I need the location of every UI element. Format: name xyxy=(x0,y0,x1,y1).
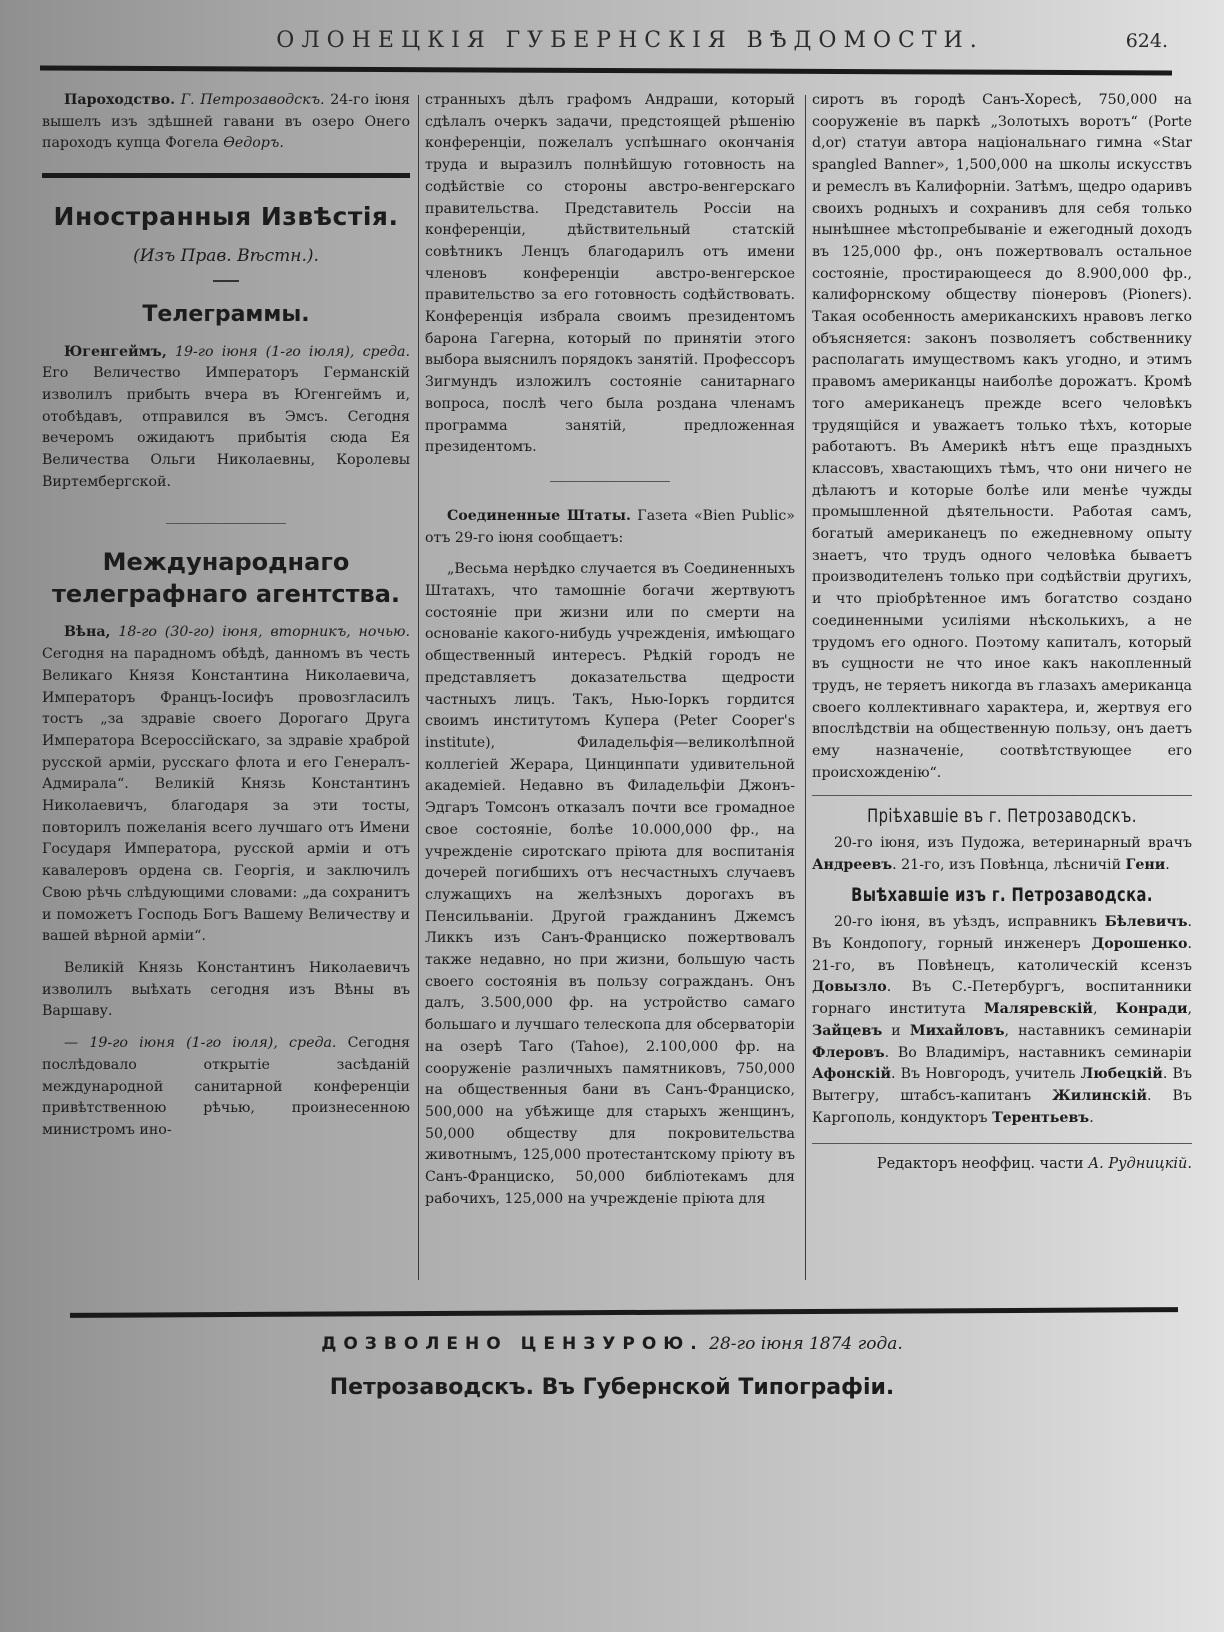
departure-paragraph: Великій Князь Константинъ Николаевичъ изволилъ выѣхать сегодня изъ Вѣны въ Варшаву. xyxy=(42,959,410,1020)
departed-text: . Въ Новгородъ, учитель xyxy=(891,1066,1081,1083)
masthead xyxy=(40,26,1180,62)
jugenheim-date: 19-го іюня (1-го іюля), среда. xyxy=(166,343,410,360)
departed-title: Выѣхавшіе изъ г. Петрозаводска. xyxy=(851,883,1153,906)
editor-credit xyxy=(812,1154,1192,1176)
separator-dash xyxy=(213,280,239,282)
censor-date: 28-го іюня 1874 года. xyxy=(703,1334,903,1354)
conference-date: — 19-го іюня (1-го іюля), среда. xyxy=(64,1035,337,1052)
departed-name: Любецкій xyxy=(1080,1066,1163,1083)
newspaper-title: ОЛОНЕЦКІЯ ГУБЕРНСКІЯ ВѢДОМОСТИ. xyxy=(276,28,984,53)
printer-line: Петрозаводскъ. Въ Губернской Типографіи. xyxy=(329,1375,895,1400)
departed-name: Михайловъ xyxy=(909,1022,1005,1039)
arrived-text: . 21-го, изъ Повѣнца, лѣсничій xyxy=(892,856,1126,873)
steamship-lead: Пароходство. xyxy=(64,92,176,108)
steamship-place: Г. Петрозаводскъ. xyxy=(180,92,325,108)
arrived-text: 20-го іюня, изъ Пудожа, ветеринарный врачъ xyxy=(834,835,1192,852)
spacer xyxy=(42,948,410,958)
censor-approval: ДОЗВОЛЕНО ЦЕНЗУРОЮ. xyxy=(321,1334,704,1354)
arrived-name: Андреевъ xyxy=(812,856,893,873)
usa-lead: Соединенные Штаты. xyxy=(447,507,631,524)
page-number: 624. xyxy=(1125,30,1168,52)
departed-text: и xyxy=(882,1022,910,1039)
agency-title: Международнаго телеграфнаго агентства. xyxy=(51,548,401,609)
departed-text: . Въ Кондопогу, горный инженеръ xyxy=(812,914,1192,953)
vienna-date: 18-го (30-го) іюня, вторникъ, ночью. xyxy=(110,624,410,641)
censorship-line xyxy=(0,1334,1224,1354)
usa-text: Газета «Bien Public» отъ 29-го іюня сообщаетъ: xyxy=(425,507,795,546)
departed-text: . Въ Каргополь, кондукторъ xyxy=(812,1087,1192,1126)
departed-name: Конради xyxy=(1115,1001,1188,1018)
separator-rule xyxy=(812,1143,1192,1144)
vienna-lead: Вѣна, xyxy=(64,624,111,641)
separator-rule xyxy=(550,481,670,482)
steamship-notice xyxy=(42,90,410,155)
editor-label: Редакторъ неоффиц. части xyxy=(876,1156,1089,1173)
departed-text: , наставникъ семинаріи xyxy=(1004,1022,1192,1039)
steamship-name: Ѳедоръ. xyxy=(223,135,284,152)
conference-paragraph xyxy=(42,1033,410,1142)
departed-name: Терентьевъ xyxy=(992,1109,1090,1126)
usa-intro xyxy=(425,506,795,549)
column-2 xyxy=(425,90,795,1210)
departed-name: Жилинскій xyxy=(1052,1087,1148,1104)
departed-text: . xyxy=(1089,1109,1094,1126)
jugenheim-telegram xyxy=(42,342,410,494)
arrived-title: Пріѣхавшіе въ г. Петрозаводскъ. xyxy=(867,804,1137,827)
spacer xyxy=(42,1023,410,1033)
arrived-text: . xyxy=(1165,856,1170,873)
column-divider xyxy=(418,95,419,1280)
departed-text: 20-го іюня, въ уѣздъ, исправникъ xyxy=(834,914,1105,931)
departed-text: . Въ С.-Петербургъ, воспитанники горнаго института xyxy=(812,979,1192,1018)
departed-name: Довызло xyxy=(812,979,887,996)
top-rule xyxy=(40,66,1172,76)
spacer xyxy=(425,549,795,559)
departed-text: . Въ Вытегру, штабсъ-капитанъ xyxy=(812,1066,1192,1104)
vienna-telegram xyxy=(42,622,410,948)
column-divider xyxy=(805,95,806,1280)
conference-text: Сегодня послѣдовало открытіе засѣданій международной санитарной конференціи привѣтственною рѣчью, произнесенною министромъ ино- xyxy=(42,1035,410,1138)
jugenheim-lead: Югенгеймъ, xyxy=(64,343,167,360)
editor-name: А. Рудницкій. xyxy=(1088,1156,1192,1173)
departed-name: Дорошенко xyxy=(1091,936,1188,953)
column-1 xyxy=(42,90,410,1142)
departed-list xyxy=(812,912,1192,1129)
telegrams-title: Телеграммы. xyxy=(142,301,310,327)
conference-continued: странныхъ дѣлъ графомъ Андраши, который сдѣлалъ очеркъ задачи, предстоящей рѣшенію конференціи, пожелалъ успѣшнаго окончанія труда и выразилъ полнѣйшую готовность на содѣйствіе со стороны австро-венгерскаго правительства. Представитель Россіи на конференціи, дѣйствительный статскій совѣтникъ Ленцъ благодарилъ отъ имени членовъ конференціи австро-венгерское правительство за его готовность содѣйствовать. Конференція избрала своимъ президентомъ барона Гагерна, который по принятіи этого выбора выяснилъ порядокъ занятій. Профессоръ Зигмундъ изложилъ состояніе санитарнаго вопроса, послѣ чего была роздана членамъ программа занятій, предложенная президентомъ. xyxy=(425,92,795,456)
usa-quote: „Весьма нерѣдко случается въ Соединенныхъ Штатахъ, что тамошніе богачи жертвуютъ состояніе при жизни или по смерти на основаніе какого-нибудь учрежденія, имѣющаго общественный интересъ. Рѣдкій городъ не представляетъ доказательства щедрости частныхъ лицъ. Такъ, Нью-Іоркъ гордится своимъ институтомъ Купера (Peter Cooper's institute), Филадельфія—великолѣпной коллегіей Жерара, Цинцинпати удивительной академіей. Недавно въ Филадельфіи Джонъ-Эдгаръ Томсонъ отказалъ почти все громадное свое состояніе, болѣе 10.000,000 фр., на учрежденіе сиротскаго пріюта для воспитанія дочерей погибшихъ отъ несчастныхъ случаевъ служащихъ на желѣзныхъ дорогахъ въ Пенсильваніи. Другой гражданинъ Джемсъ Ликкъ изъ Санъ-Франциско пожертвовалъ также недавно, но при жизни, большую часть своего состоянія въ пользу согражданъ. Онъ далъ, 3.500,000 фр. на устройство самаго большаго и лучшаго телескопа для обсерваторіи на озерѣ Таго (Tahoe), 2.100,000 фр. на сооруженіе различныхъ памятниковъ, 750,000 на общественныя бани въ Санъ-Франциско, 500,000 на убѣжище для старыхъ женщинъ, 50,000 обществу для покровительства животнымъ, 125,000 протестантскому пріюту въ Санъ-Франциско, 50,000 библіотекамъ для рабочихъ, 125,000 на учрежденіе пріюта для xyxy=(425,561,795,1207)
departed-text: . 21-го, въ Повѣнецъ, католическій ксензъ xyxy=(812,936,1192,974)
departed-name: Бѣлевичъ xyxy=(1104,914,1188,931)
departed-text: , xyxy=(1187,1001,1192,1018)
arrived-list xyxy=(812,833,1192,876)
vienna-text: Сегодня на парадномъ обѣдѣ, данномъ въ честь Великаго Князя Константина Николаевича, Императоръ Францъ-Іосифъ провозгласилъ тостъ „за здравіе своего Дорогаго Друга Императора Всероссійскаго, за здравіе храброй русской арміи, русскаго флота и его Генералъ-Адмирала“. Великій Князь Константинъ Николаевичъ, благодаря за эти тосты, повторилъ пожеланія всего лучшаго отъ Имени Государя Императора, русской арміи и отъ кавалеровъ ордена св. Георгія, и заключилъ Свою рѣчь слѣдующими словами: „да сохранитъ и поможетъ Господь Богъ Вашему Величеству и вашей вѣрной арміи“. xyxy=(42,646,410,945)
section-rule xyxy=(42,173,410,178)
departed-name: Афонскій xyxy=(812,1066,891,1083)
section-source: (Изъ Прав. Вѣстн.). xyxy=(133,246,319,267)
departed-name: Маляревскій xyxy=(983,1001,1093,1018)
departed-text: . Во Владиміръ, наставникъ семинаріи xyxy=(884,1044,1192,1061)
departed-text: , xyxy=(1092,1001,1116,1018)
bottom-rule xyxy=(70,1307,1178,1318)
departed-name: Зайцевъ xyxy=(812,1022,883,1039)
section-title-foreign-news: Иностранныя Извѣстія. xyxy=(53,202,399,232)
jugenheim-text: Его Величество Императоръ Германскій изволилъ прибыть вчера въ Югенгеймъ и, отобѣдавъ, отправился въ Эмсъ. Сегодня вечеромъ ожидаютъ прибытія сюда Ея Величества Ольги Николаевны, Королевы Виртембергской. xyxy=(42,365,410,490)
arrived-name: Гени xyxy=(1125,856,1166,873)
column-3 xyxy=(812,90,1192,1176)
usa-quote-continued: сиротъ въ городѣ Санъ-Хоресѣ, 750,000 на сооруженіе въ паркѣ „Золотыхъ воротъ“ (Porte d,or) статуи автора національнаго гимна «Star spangled Banner», 1,500,000 на школы искусствъ и ремеслъ въ Калифорніи. Затѣмъ, щедро одаривъ своихъ родныхъ и сохранивъ для себя только нынѣшнее мѣстопребываніе и ежегодный доходъ въ 125,000 фр., онъ пожертвовалъ остальное состояніе, простирающееся до 8.900,000 фр., калифорнскому обществу піонеровъ (Pioners). Такая особенность американскихъ нравовъ легко объясняется: законъ позволяетъ собственнику располагать имуществомъ какъ угодно, и этимъ правомъ американцы наиболѣе дорожатъ. Кромѣ того американецъ прежде всего человѣкъ трудящійся и уважаетъ только тѣхъ, которые работаютъ. Въ Америкѣ нѣтъ еще праздныхъ классовъ, хвастающихъ тѣмъ, что они ничего не дѣлаютъ и которые болѣе или менѣе чужды промышленной дѣятельности. Работая самъ, богатый американецъ по ежедневному опыту знаетъ, что трудъ одного человѣка бываетъ производителенъ только при содѣйствіи другихъ, и что пріобрѣтенное имъ богатство создано соединенными усиліями нѣсколькихъ, а не трудомъ его одного. Поэтому капиталъ, который въ сущности не что иное какъ накопленный трудъ, не теряетъ никогда въ глазахъ американца своего коллективнаго характера, и, жертвуя его впослѣдствіи на общественную пользу, онъ даетъ ему назначеніе, соотвѣтствующее его происхожденію“. xyxy=(812,92,1192,781)
steamship-text: 24-го іюня вышелъ изъ здѣшней гавани въ озеро Онего пароходъ купца Фогела xyxy=(42,92,410,152)
separator-rule xyxy=(812,795,1192,796)
departed-name: Флеровъ xyxy=(812,1044,885,1061)
separator-rule xyxy=(166,523,286,524)
